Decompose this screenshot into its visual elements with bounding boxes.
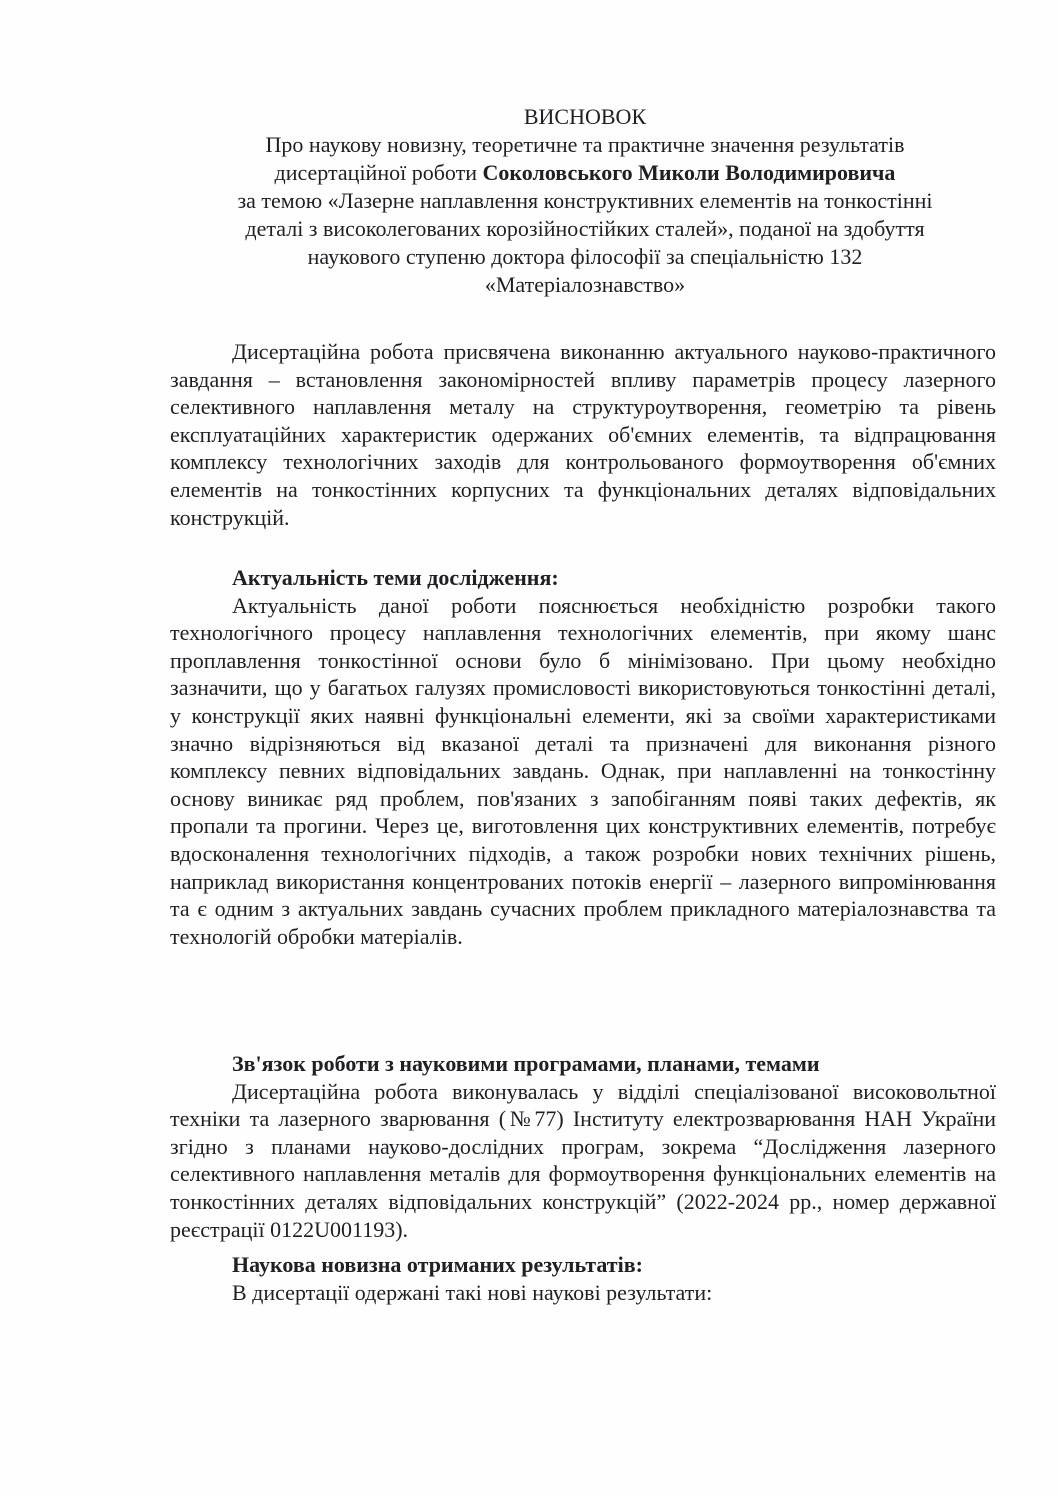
subtitle-prefix: дисертаційної роботи bbox=[274, 160, 483, 185]
subtitle-line-6: «Матеріалознавство» bbox=[484, 272, 686, 297]
subtitle-line-4: деталі з високолегованих корозійностійких сталей», поданої на здобуття bbox=[245, 216, 925, 241]
subtitle-line-1: Про наукову новизну, теоретичне та практичне значення результатів bbox=[265, 132, 905, 157]
author-name: Соколовського Миколи Володимировича bbox=[482, 160, 896, 185]
novelty-heading: Наукова новизна отриманих результатів: bbox=[232, 1252, 643, 1277]
novelty-section bbox=[170, 1251, 996, 1306]
programs-heading: Зв'язок роботи з науковими програмами, планами, темами bbox=[232, 1051, 820, 1076]
relevance-heading: Актуальність теми дослідження: bbox=[232, 565, 559, 590]
relevance-section bbox=[170, 564, 996, 950]
programs-section bbox=[170, 1050, 996, 1243]
novelty-paragraph: В дисертації одержані такі нові наукові результати: bbox=[232, 1279, 713, 1305]
programs-paragraph: Дисертаційна робота виконувалась у відділі спеціалізованої високовольтної техніки та лазерного зварювання (№77) Інституту електрозварювання НАН України згідно з планами науково-дослідних програм, зокрема “Дослідження лазерного селективного наплавлення металів для формоутворення функціональних елементів на тонкостінних деталях відповідальних конструкцій” (2022-2024 рр., номер державної реєстрації 0122U001193). bbox=[170, 1078, 996, 1242]
document-title: ВИСНОВОК bbox=[523, 104, 647, 129]
document-header bbox=[150, 103, 1020, 299]
relevance-paragraph: Актуальність даної роботи пояснюється необхідністю розробки такого технологічного процесу наплавлення технологічних елементів, при якому шанс проплавлення тонкостінної основи було б мінімізовано. При цьому необхідно зазначити, що у багатьох галузях промисловості використовуються тонкостінні деталі, у конструкції яких наявні функціональні елементи, які за своїми характеристиками значно відрізняються від вказаної деталі та призначені для виконання різного комплексу певних відповідальних завдань. Однак, при наплавленні на тонкостінну основу виникає ряд проблем, пов'язаних з запобіганням появі таких дефектів, як пропали та прогини. Через це, виготовлення цих конструктивних елементів, потребує вдосконалення технологічних підходів, а також розробки нових технічних рішень, наприклад використання концентрованих потоків енергії – лазерного випромінювання та є одним з актуальних завдань сучасних проблем прикладного матеріалознавства та технологій обробки матеріалів. bbox=[170, 592, 996, 949]
intro-section bbox=[170, 338, 996, 531]
subtitle-line-2 bbox=[150, 159, 1020, 187]
subtitle-line-5: наукового ступеню доктора філософії за спеціальністю 132 bbox=[307, 244, 863, 269]
subtitle-line-3: за темою «Лазерне наплавлення конструктивних елементів на тонкостінні bbox=[237, 188, 933, 213]
intro-paragraph: Дисертаційна робота присвячена виконанню актуального науково-практичного завдання – встановлення закономірностей впливу параметрів процесу лазерного селективного наплавлення металу на структуроутворення, геометрію та рівень експлуатаційних характеристик одержаних об'ємних елементів, та відпрацювання комплексу технологічних заходів для контрольованого формоутворення об'ємних елементів на тонкостінних корпусних та функціональних деталях відповідальних конструкцій. bbox=[170, 339, 996, 530]
